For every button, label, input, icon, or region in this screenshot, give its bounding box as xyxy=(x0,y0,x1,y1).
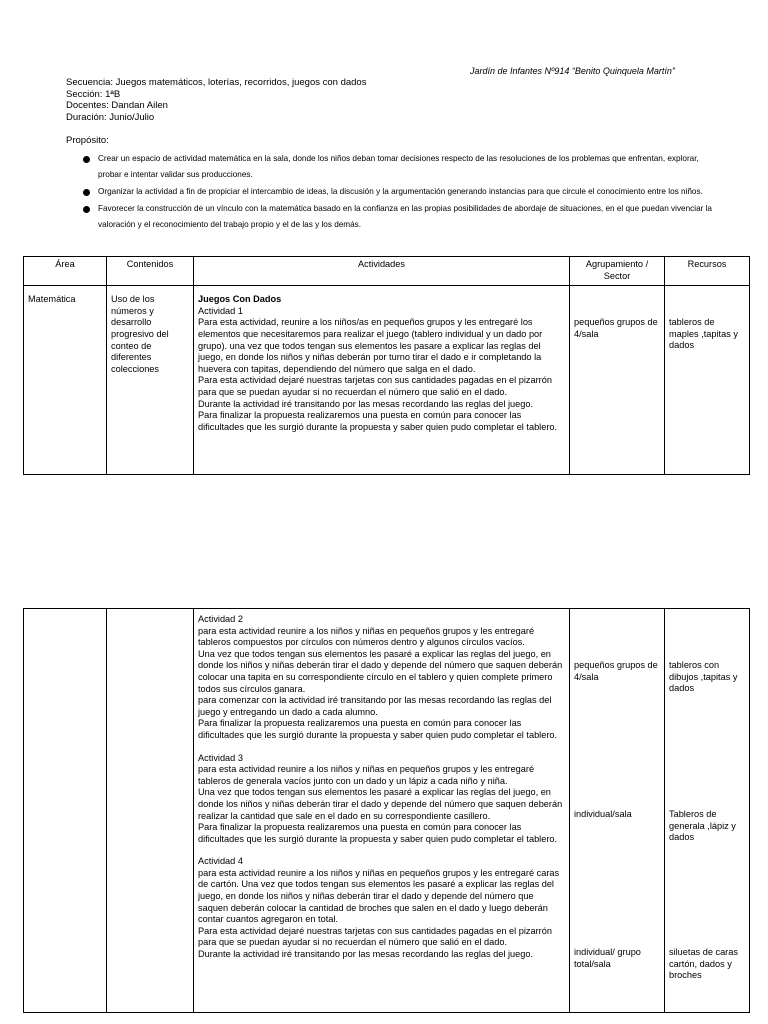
sequence-metadata xyxy=(66,77,366,123)
activity-line: Para esta actividad dejaré nuestras tarjetas con sus cantidades pagadas en el pizarrón para que se puedan ayudar si no recuerdan el número que salió en el dado. xyxy=(198,375,552,397)
bullet-icon xyxy=(83,189,90,196)
activity-line: Para finalizar la propuesta realizaremos una puesta en común para conocer las dificultades que les surgió durante la propuesta y saber quien pudo completar el tablero. xyxy=(198,718,558,740)
planning-table-page-2 xyxy=(23,608,750,1013)
activity-line: Actividad 3 xyxy=(198,752,243,763)
activity-title: Juegos Con Dados xyxy=(198,294,282,305)
recursos-act3: Tableros de generala ,lápiz y dados xyxy=(669,809,736,843)
actividades-cell xyxy=(194,286,570,475)
proposito-title: Propósito: xyxy=(66,135,109,146)
agrupamiento-cell xyxy=(570,609,665,1013)
actividades-cell xyxy=(194,609,570,1013)
agrupamiento-act3: individual/sala xyxy=(574,809,632,819)
bullet-icon xyxy=(83,206,90,213)
docentes-line: Docentes: Dandan Ailen xyxy=(66,100,168,111)
proposito-item-text: Organizar la actividad a fin de propiciar el intercambio de ideas, la discusión y la argumentación generando instancias para que circule el conocimiento entre los niños. xyxy=(98,187,703,196)
contenidos-cell: Uso de los números y desarrollo progresivo del conteo de diferentes colecciones xyxy=(107,286,194,475)
duracion-line: Duración: Junio/Julio xyxy=(66,111,155,123)
proposito-item-text: Crear un espacio de actividad matemática en la sala, donde los niños deban tomar decisiones respecto de las resoluciones de los problemas que enfrentan, explorar, probar e intentar validar sus producciones. xyxy=(98,154,699,179)
activity-line: para esta actividad reunire a los niños y niñas en pequeños grupos y les entregaré tableros de generala vacíos junto con un dado y un lápiz a cada niño y niña. xyxy=(198,764,535,786)
proposito-item xyxy=(82,184,712,200)
activity-line: Una vez que todos tengan sus elementos les pasaré a explicar las reglas del juego, en donde los niños y niñas deberán tirar el dado y depende del número que saquen deberán colocar una tapita en su correspondiente círculo en el tablero y quien complete primero todos sus círculos ganara. xyxy=(198,648,563,694)
recursos-act2: tableros con dibujos ,tapitas y dados xyxy=(669,660,738,694)
header-agrupamiento: Agrupamiento / Sector xyxy=(570,257,665,286)
school-name: Jardín de Infantes Nº914 “Benito Quinquela Martín” xyxy=(470,66,675,76)
planning-table-page-1 xyxy=(23,256,750,475)
proposito-item xyxy=(82,151,712,183)
activity-line: Actividad 4 xyxy=(198,856,243,867)
recursos-cell: tableros de maples ,tapitas y dados xyxy=(665,286,750,475)
activity-line: para esta actividad reunire a los niños y niñas en pequeños grupos y les entregaré tableros compuestos por círculos con números dentro y algunos círculos vacíos. xyxy=(198,625,535,648)
agrupamiento-act4: individual/ grupo total/sala xyxy=(574,947,641,969)
agrupamiento-act2: pequeños grupos de 4/sala xyxy=(574,660,658,682)
activity-line: para esta actividad reunire a los niños y niñas en pequeños grupos y les entregaré caras de cartón. Una vez que todos tengan sus elementos les pasaré a explicar las reglas del juego, en donde los niños y niñas deberán tirar el dado y depende del número que saquen deberán colocar la cantidad de broches que salen en el dado y luego deberán contar cuantos agregaron en total. xyxy=(198,867,560,925)
area-cell: Matemática xyxy=(24,286,107,475)
proposito-item-text: Favorecer la construcción de un vínculo con la matemática basado en la confianza en las propias posibilidades de abordaje de situaciones, en el que puedan vivenciar la valoración y el reconocimiento del trabajo propio y el de las y los demás. xyxy=(98,204,712,229)
activity-line: Para esta actividad, reunire a los niños/as en pequeños grupos y les entregaré los elementos que necesitaremos para realizar el juego (tablero individual y un dado por grupo). una vez que todos tengan sus elementos les pasare a explicar las reglas del juego, en donde los niños y niñas deberán por turno tirar el dado e ir completando la huevera con tapitas, dependiendo del número que salga en el dado. xyxy=(198,317,543,374)
secuencia-line: Secuencia: Juegos matemáticos, loterías, recorridos, juegos con dados xyxy=(66,77,367,88)
proposito-item xyxy=(82,201,712,233)
table-row xyxy=(24,609,750,1013)
activity-line: Durante la actividad iré transitando por las mesas recordando las reglas del juego. xyxy=(198,949,534,960)
contenidos-cell-empty xyxy=(107,609,194,1013)
activity-block xyxy=(198,856,565,960)
header-actividades: Actividades xyxy=(194,257,570,286)
header-contenidos: Contenidos xyxy=(107,257,194,286)
bullet-icon xyxy=(83,156,90,163)
activity-line: para comenzar con la actividad iré transitando por las mesas recordando las reglas del juego y entregando un dado a cada alumno. xyxy=(198,695,552,717)
area-cell-empty xyxy=(24,609,107,1013)
recursos-cell xyxy=(665,609,750,1013)
proposito-list xyxy=(82,151,712,234)
activity-line: Actividad 2 xyxy=(198,614,243,624)
header-area: Área xyxy=(24,257,107,286)
activity-line: Para finalizar la propuesta realizaremos una puesta en común para conocer las dificultades que les surgió durante la propuesta y saber quien pudo completar el tablero. xyxy=(198,410,558,432)
activity-line: Durante la actividad iré transitando por las mesas recordando las reglas del juego. xyxy=(198,398,534,409)
seccion-line: Sección: 1ªB xyxy=(66,88,121,100)
activity-line: Para esta actividad dejaré nuestras tarjetas con sus cantidades pagadas en el pizarrón para que se puedan ayudar si no recuerdan el número que salió en el dado. xyxy=(198,925,552,948)
activity-line: Para finalizar la propuesta realizaremos una puesta en común para conocer las dificultades que les surgió durante la propuesta y saber quien pudo completar el tablero. xyxy=(198,822,558,844)
activity-line: Una vez que todos tengan sus elementos les pasaré a explicar las reglas del juego, en donde los niños y niñas deberán tirar el dado y depende del número que saquen deberán realizar la cantidad que sale en el dado en su correspondiente casillero. xyxy=(198,787,563,821)
activity-block xyxy=(198,614,565,742)
header-recursos: Recursos xyxy=(665,257,750,286)
activity-line: Actividad 1 xyxy=(198,305,243,316)
activity-block xyxy=(198,753,565,846)
agrupamiento-cell: pequeños grupos de 4/sala xyxy=(570,286,665,475)
table-header-row xyxy=(24,257,750,286)
recursos-act4: siluetas de caras cartón, dados y broches xyxy=(669,947,738,981)
table-row xyxy=(24,286,750,475)
